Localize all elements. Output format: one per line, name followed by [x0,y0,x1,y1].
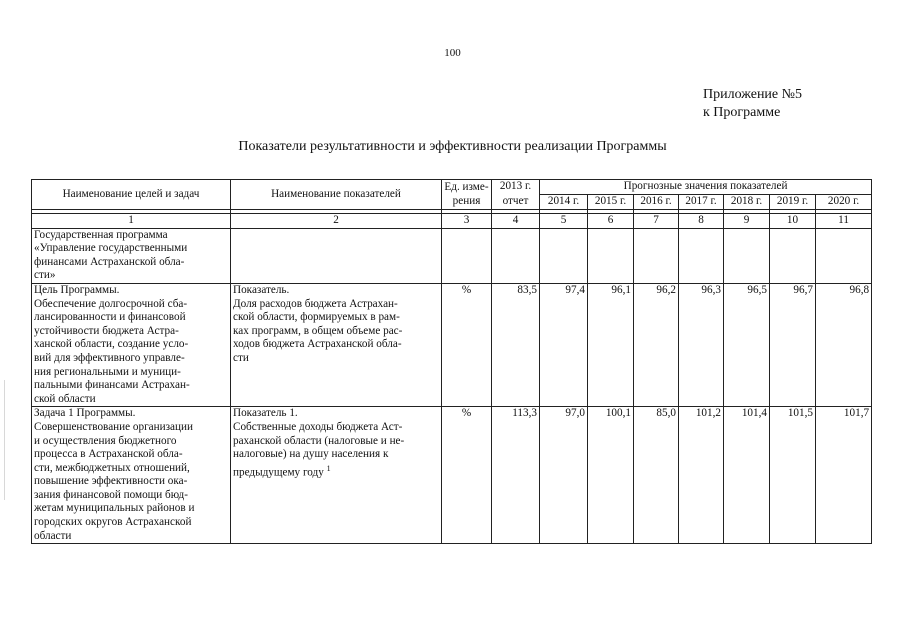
value-cell: 97,4 [540,283,588,406]
table-row [32,283,872,406]
value-2013-cell: 83,5 [492,283,540,406]
table-row [32,407,872,544]
value-cell: 96,8 [816,283,872,406]
header-year-2016: 2016 г. [634,195,679,210]
indicator-cell [231,407,442,544]
goal-cell: Цель Программы. Обеспечение долгосрочной сба- лансированности и финансовой устойчивости бюджета Астра- ханской области, создание усло- вий для эффективного управле- ния региональными и муници- пальными финансами Астрахан- ской области [32,283,231,406]
value-cell: 101,2 [679,407,724,544]
appendix-line-2: к Программе [703,105,781,120]
header-year-2015: 2015 г. [588,195,634,210]
header-forecast-group: Прогнозные значения показателей [540,180,872,195]
value-2013-cell [492,228,540,283]
indicators-table [31,179,872,544]
value-cell: 101,4 [724,407,770,544]
value-cell: 96,7 [770,283,816,406]
header-year-2019: 2019 г. [770,195,816,210]
column-number: 4 [492,214,540,229]
value-cell [679,228,724,283]
unit-cell [442,228,492,283]
goal-cell: Государственная программа «Управление государственными финансами Астраханской обла- сти» [32,228,231,283]
value-cell: 96,1 [588,283,634,406]
footnote-marker: 1 [326,463,331,473]
column-number: 11 [816,214,872,229]
header-year-2014: 2014 г. [540,195,588,210]
indicator-cell [231,228,442,283]
appendix-line-1: Приложение №5 [703,87,802,102]
value-cell: 96,3 [679,283,724,406]
indicator-text: Показатель 1. Собственные доходы бюджета Аст- раханской области (налоговые и не- налоговые) на душу населения к предыдущему году [233,407,405,479]
header-year-2017: 2017 г. [679,195,724,210]
value-cell [770,228,816,283]
header-goals: Наименование целей и задач [32,180,231,210]
value-cell [540,228,588,283]
unit-cell: % [442,407,492,544]
header-2013: 2013 г. [492,180,540,195]
header-indicators: Наименование показателей [231,180,442,210]
appendix-label [703,86,802,122]
value-cell [634,228,679,283]
value-cell [588,228,634,283]
value-cell [724,228,770,283]
value-cell: 96,2 [634,283,679,406]
column-number: 8 [679,214,724,229]
column-number: 6 [588,214,634,229]
value-cell: 100,1 [588,407,634,544]
unit-cell: % [442,283,492,406]
header-unit: Ед. изме- рения [442,180,492,210]
value-2013-cell: 113,3 [492,407,540,544]
header-year-2018: 2018 г. [724,195,770,210]
column-number: 5 [540,214,588,229]
column-number: 7 [634,214,679,229]
goal-cell: Задача 1 Программы. Совершенствование организации и осуществления бюджетного процесса в Астраханской обла- сти, межбюджетных отношений, повышение эффективности ока- зания финансовой помощи бюд- жетам муниципальных районов и городских округов Астраханской области [32,407,231,544]
column-number: 3 [442,214,492,229]
value-cell: 101,7 [816,407,872,544]
value-cell: 97,0 [540,407,588,544]
table-row [32,228,872,283]
header-year-2020: 2020 г. [816,195,872,210]
header-2013-report: отчет [492,195,540,210]
column-number: 1 [32,214,231,229]
value-cell [816,228,872,283]
column-number: 9 [724,214,770,229]
column-number: 10 [770,214,816,229]
page-number: 100 [444,47,461,59]
value-cell: 96,5 [724,283,770,406]
column-number: 2 [231,214,442,229]
indicator-cell: Показатель. Доля расходов бюджета Астрахан- ской области, формируемых в рам- ках программ, в общем объеме рас- ходов бюджета Астраханской обла- сти [231,283,442,406]
column-number-row [32,214,872,229]
value-cell: 101,5 [770,407,816,544]
value-cell: 85,0 [634,407,679,544]
document-title: Показатели результативности и эффективности реализации Программы [238,139,667,154]
scan-edge-mark [4,380,5,500]
